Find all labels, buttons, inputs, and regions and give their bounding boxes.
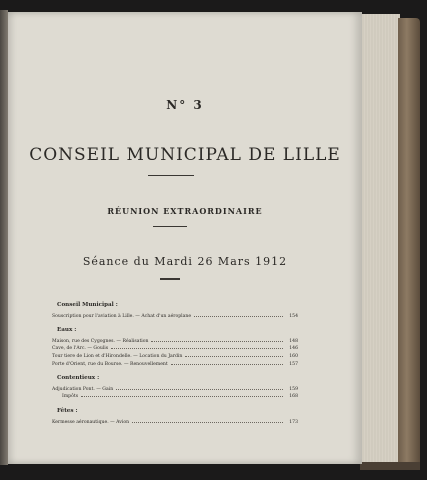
- document-page: [8, 12, 362, 464]
- toc-page-number: 157: [289, 361, 298, 367]
- toc-entry: [52, 345, 298, 353]
- toc-page-number: 154: [289, 313, 298, 319]
- toc-entry: [52, 361, 298, 369]
- toc-entry-text: Maison, rue des Cygognes. — Réalisation: [52, 338, 149, 344]
- page-stack-edge: [360, 14, 400, 470]
- toc-page-number: 159: [289, 386, 298, 392]
- toc-entry-text: Porte d'Orient, rue du Bourse. — Renouvellement: [52, 361, 168, 367]
- toc-page-number: 148: [289, 338, 298, 344]
- dot-leader: [132, 419, 283, 423]
- dot-leader: [194, 313, 283, 317]
- toc-entry-text: Souscription pour l'aviation à Lille. — Achat d'un aéroplane: [52, 313, 192, 319]
- toc-entry-text: Tour tiere de Lion et d'Hirondelle. — Location du Jardin: [52, 353, 183, 359]
- dot-leader: [185, 353, 283, 357]
- section-title: Conseil Municipal :: [57, 302, 118, 308]
- toc-page-number: 173: [289, 419, 298, 425]
- book-cover-bottom: [360, 462, 420, 470]
- dot-leader: [116, 386, 283, 390]
- dot-leader: [81, 393, 283, 397]
- meeting-type: RÉUNION EXTRAORDINAIRE: [107, 206, 263, 216]
- dot-leader: [171, 361, 283, 365]
- session-date: Séance du Mardi 26 Mars 1912: [82, 255, 288, 268]
- dot-leader: [151, 338, 283, 342]
- toc-entry-text: Adjudication Pont. — Gain: [52, 386, 114, 392]
- toc-entry-text: Impôts: [62, 394, 79, 400]
- council-title: CONSEIL MUNICIPAL DE LILLE: [29, 145, 341, 165]
- meeting-rule: [153, 226, 187, 227]
- toc-entry: [52, 386, 298, 394]
- toc-entry: [52, 419, 298, 427]
- toc-page-number: 146: [289, 346, 298, 352]
- toc-page-number: 168: [289, 394, 298, 400]
- toc-entry-text: Cave, de l'Arc. — Goulis: [52, 346, 109, 352]
- toc-entry: [52, 313, 298, 321]
- toc-entry: [52, 393, 298, 401]
- book-cover-edge: [398, 18, 420, 468]
- section-title: Eaux :: [57, 327, 77, 334]
- toc-page-number: 160: [289, 353, 298, 359]
- issue-number: N° 3: [166, 98, 204, 112]
- section-title: Contentieux :: [57, 375, 100, 382]
- title-rule: [148, 175, 194, 176]
- toc-entry-text: Kermesse aéronautique. — Avion: [52, 419, 130, 425]
- dot-leader: [111, 345, 283, 349]
- toc-entry: [52, 353, 298, 361]
- table-of-contents: [52, 295, 298, 426]
- book-left-edge: [0, 10, 8, 465]
- toc-entry: [52, 338, 298, 346]
- section-title: Fêtes :: [57, 407, 78, 414]
- date-rule: [160, 278, 180, 280]
